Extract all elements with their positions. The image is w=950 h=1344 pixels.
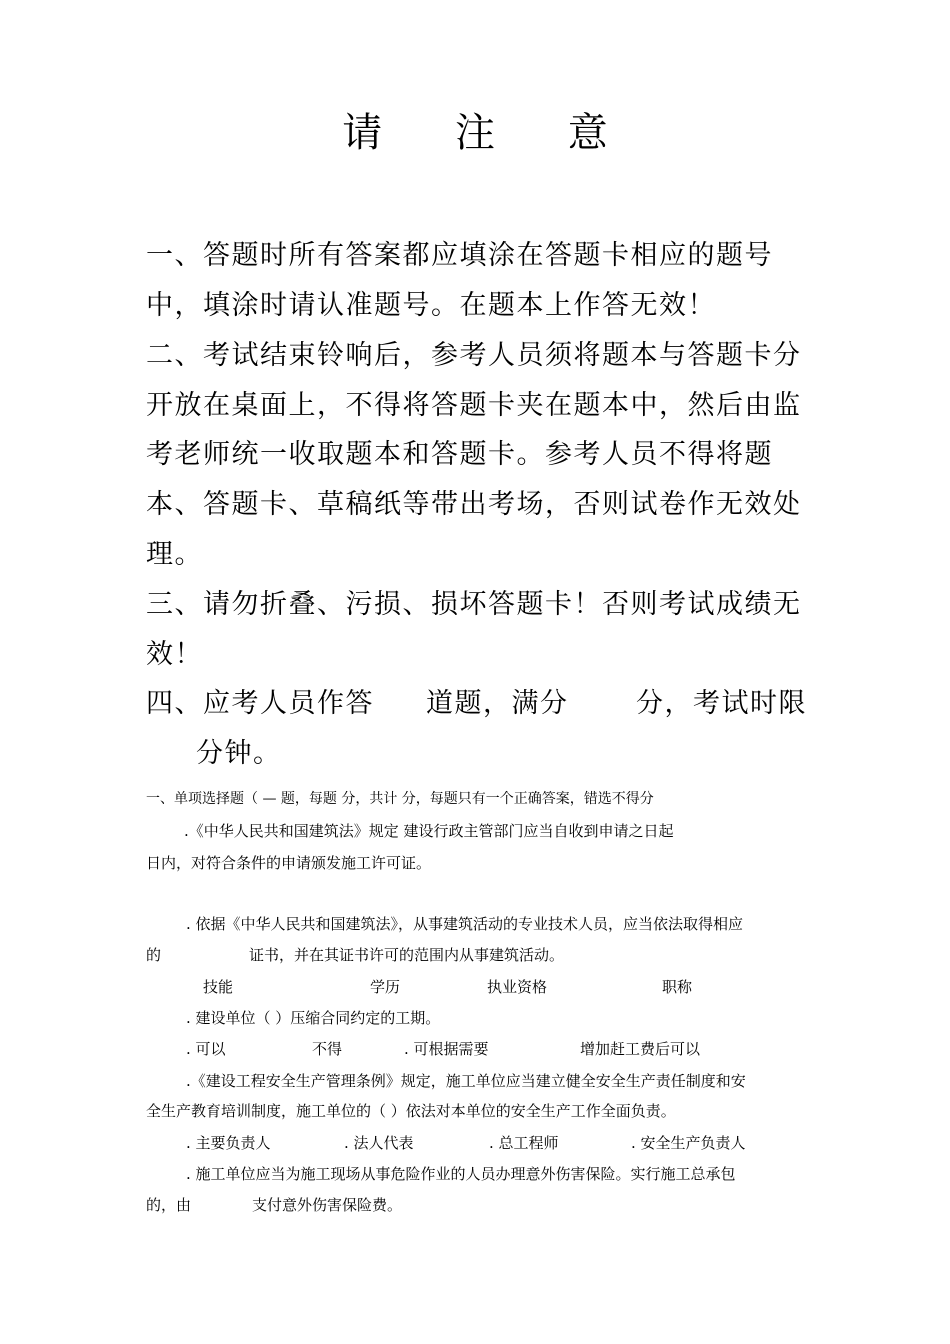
question-2-line-2-prefix: 的 (146, 946, 162, 964)
question-3-option-a: . 可以 (186, 1040, 226, 1058)
section-header: 一、单项选择题（ — 题，每题 分，共计 分，每题只有一个正确答案，错选不得分 (146, 791, 654, 807)
notice-line-7: 理。 (146, 539, 203, 570)
question-4-line-2: 全生产教育培训制度，施工单位的（ ）依法对本单位的安全生产工作全面负责。 (146, 1102, 676, 1120)
question-2-option-c: 执业资格 (487, 978, 548, 996)
question-2-option-a: 技能 (203, 978, 234, 996)
notice-line-8: 三、请勿折叠、污损、损坏答题卡！否则考试成绩无 (146, 589, 802, 620)
notice-line-5: 考老师统一收取题本和答题卡。参考人员不得将题 (146, 439, 773, 470)
question-5-line-2: 支付意外伤害保险费。 (252, 1196, 403, 1214)
question-4-option-a: . 主要负责人 (186, 1134, 271, 1152)
notice-item4-part-b: 道题，满分 (426, 688, 569, 719)
question-5-line-2-prefix: 的，由 (146, 1196, 192, 1214)
question-4-option-b: . 法人代表 (344, 1134, 414, 1152)
question-1-line-2: 日内，对符合条件的申请颁发施工许可证。 (146, 854, 432, 872)
notice-line-2: 中，填涂时请认准题号。在题本上作答无效！ (146, 290, 716, 321)
question-3-option-c: . 可根据需要 (404, 1040, 489, 1058)
notice-line-3: 二、考试结束铃响后，参考人员须将题本与答题卡分 (146, 340, 802, 371)
notice-item4-part-d: 分钟。 (196, 738, 282, 769)
notice-line-6: 本、答题卡、草稿纸等带出考场，否则试卷作无效处 (146, 489, 802, 520)
notice-title: 请 注 意 (342, 110, 638, 156)
question-5-line-1: . 施工单位应当为施工现场从事危险作业的人员办理意外伤害保险。实行施工总承包 (186, 1165, 736, 1183)
question-2-option-d: 职称 (662, 978, 693, 996)
notice-line-9: 效！ (146, 639, 203, 670)
notice-item4-part-c: 分，考试时限 (636, 688, 807, 719)
question-2-option-b: 学历 (370, 978, 401, 996)
question-3-option-d: 增加赶工费后可以 (580, 1040, 701, 1058)
question-4-line-1: .《建设工程安全生产管理条例》规定，施工单位应当建立健全安全生产责任制度和安 (186, 1072, 746, 1090)
notice-line-1: 一、答题时所有答案都应填涂在答题卡相应的题号 (146, 240, 773, 271)
notice-item4-part-a: 四、应考人员作答 (146, 688, 374, 719)
question-3-line-1: . 建设单位（ ）压缩合同约定的工期。 (186, 1009, 441, 1027)
question-2-line-2: 证书，并在其证书许可的范围内从事建筑活动。 (249, 946, 565, 964)
question-1-line-1: .《中华人民共和国建筑法》规定 建设行政主管部门应当自收到申请之日起 (184, 822, 674, 840)
question-4-option-d: . 安全生产负责人 (631, 1134, 746, 1152)
question-2-line-1: . 依据《中华人民共和国建筑法》，从事建筑活动的专业技术人员，应当依法取得相应 (186, 915, 744, 933)
notice-line-4: 开放在桌面上，不得将答题卡夹在题本中，然后由监 (146, 390, 802, 421)
question-3-option-b: 不得 (312, 1040, 343, 1058)
question-4-option-c: . 总工程师 (489, 1134, 559, 1152)
